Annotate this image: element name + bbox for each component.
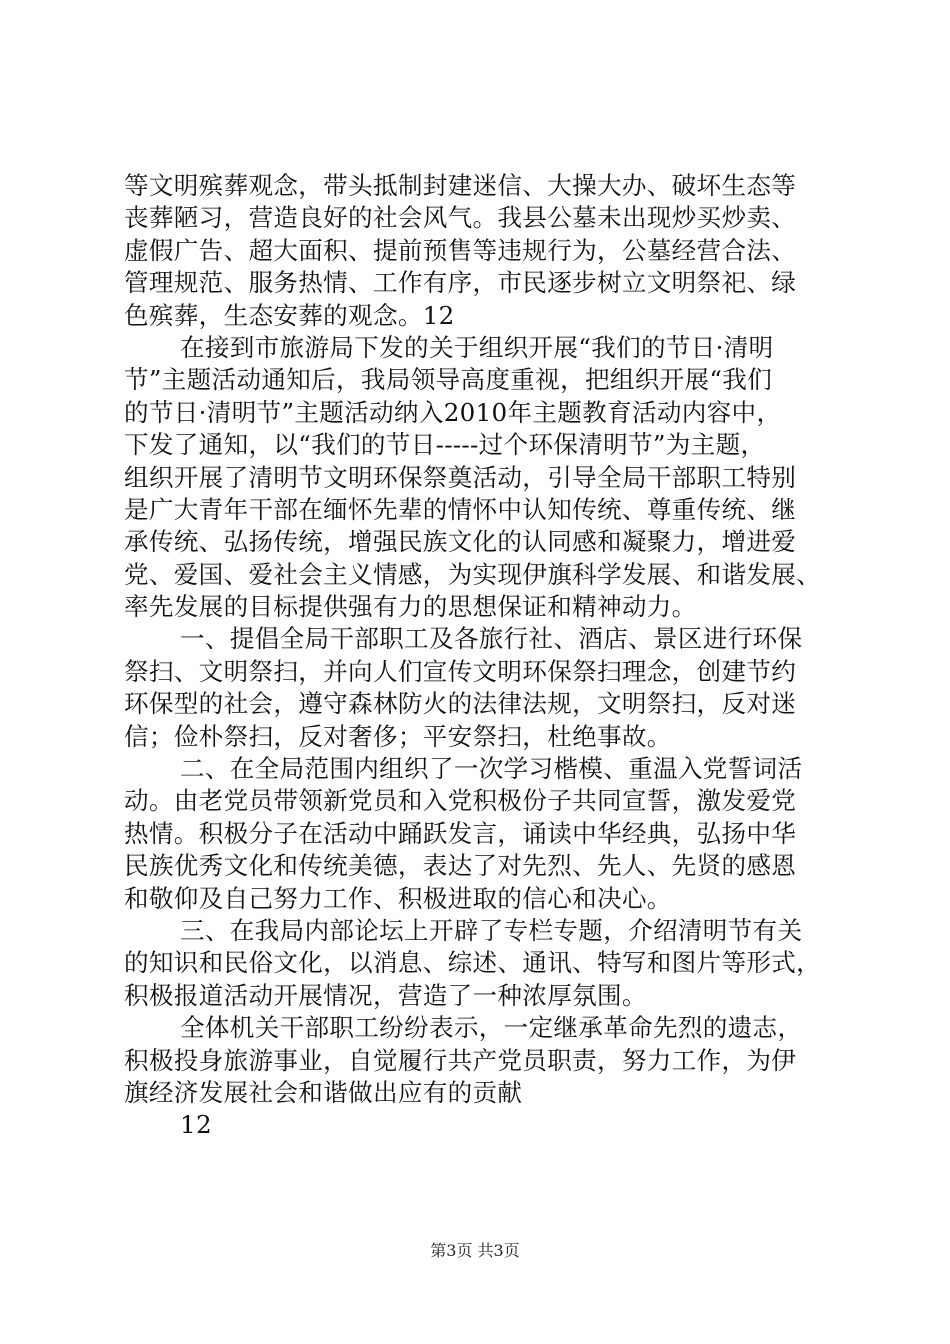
text-line: 等文明殡葬观念，带头抵制封建迷信、大操大办、破坏生态等	[124, 171, 797, 200]
text-line: 热情。积极分子在活动中踊跃发言，诵读中华经典，弘扬中华	[124, 818, 797, 848]
text-line: 色殡葬，生态安葬的观念。12	[124, 300, 455, 330]
text-line: 和敬仰及自己努力工作、积极进取的信心和决心。	[124, 883, 672, 913]
text-line: 丧葬陋习，营造良好的社会风气。我县公墓未出现炒买炒卖、	[124, 203, 797, 233]
text-line: 积极投身旅游事业，自觉履行共产党员职责，努力工作，为伊	[124, 1045, 797, 1075]
text-line: 12	[180, 1110, 212, 1140]
text-line: 组织开展了清明节文明环保祭奠活动，引导全局干部职工特别	[124, 462, 797, 492]
document-body	[124, 170, 836, 1142]
text-line: 党、爱国、爱社会主义情感，为实现伊旗科学发展、和谐发展、	[124, 559, 822, 589]
text-line: 二、在全局范围内组织了一次学习楷模、重温入党誓词活	[180, 754, 803, 784]
text-line: 在接到市旅游局下发的关于组织开展“我们的节日·清明	[180, 332, 774, 362]
page-number-label: 第3页 共3页	[430, 1241, 520, 1260]
text-line: 下发了通知，以“我们的节日-----过个环保清明节”为主题，	[124, 430, 766, 460]
text-line: 全体机关干部职工纷纷表示，一定继承革命先烈的遗志，	[180, 1013, 803, 1043]
page-footer	[0, 1241, 950, 1261]
text-line: 节”主题活动通知后，我局领导高度重视，把组织开展“我们	[124, 365, 773, 395]
text-line: 旗经济发展社会和谐做出应有的贡献	[124, 1077, 523, 1107]
text-line: 三、在我局内部论坛上开辟了专栏专题，介绍清明节有关	[180, 915, 803, 945]
text-line: 率先发展的目标提供强有力的思想保证和精神动力。	[124, 592, 697, 622]
text-line: 的知识和民俗文化，以消息、综述、通讯、特写和图片等形式，	[124, 948, 822, 978]
text-line: 的节日·清明节”主题活动纳入2010年主题教育活动内容中，	[124, 397, 782, 427]
text-line: 是广大青年干部在缅怀先辈的情怀中认知传统、尊重传统、继	[124, 494, 797, 524]
text-line: 一、提倡全局干部职工及各旅行社、酒店、景区进行环保	[180, 624, 803, 654]
text-line: 承传统、弘扬传统，增强民族文化的认同感和凝聚力，增进爱	[124, 527, 797, 557]
text-line: 祭扫、文明祭扫，并向人们宣传文明环保祭扫理念，创建节约	[124, 656, 797, 686]
text-line: 管理规范、服务热情、工作有序，市民逐步树立文明祭祀、绿	[124, 268, 797, 298]
text-line: 环保型的社会，遵守森林防火的法律法规，文明祭扫，反对迷	[124, 689, 797, 719]
text-line: 动。由老党员带领新党员和入党积极份子共同宣誓，激发爱党	[124, 786, 797, 816]
text-line: 民族优秀文化和传统美德，表达了对先烈、先人、先贤的感恩	[124, 851, 797, 881]
text-line: 积极报道活动开展情况，营造了一种浓厚氛围。	[124, 980, 647, 1010]
text-line: 虚假广告、超大面积、提前预售等违规行为，公墓经营合法、	[124, 235, 797, 265]
text-line: 信；俭朴祭扫，反对奢侈；平安祭扫，杜绝事故。	[124, 721, 672, 751]
